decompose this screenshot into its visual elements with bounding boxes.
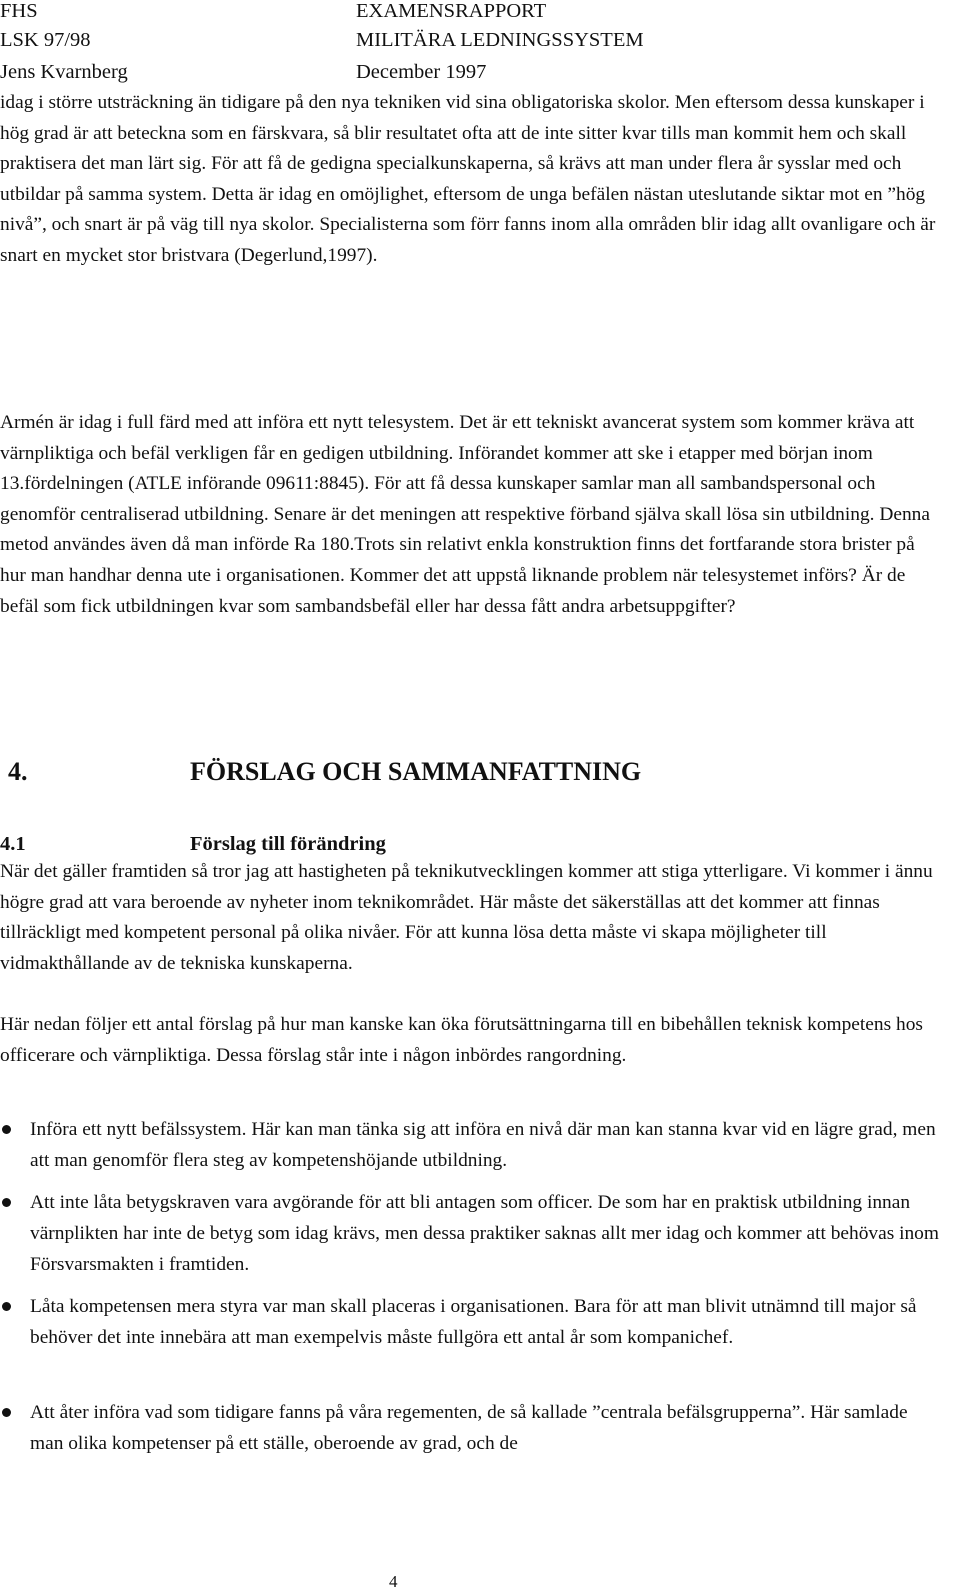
bullet-text: Låta kompetensen mera styra var man skall placeras i organisationen. Bara för att man blivit utnämnd till major så behöver det inte innebära att man exempelvis måste fullgöra ett antal år som kompanichef. [30, 1296, 917, 1348]
bullet-text: Att inte låta betygskraven vara avgörande för att bli antagen som officer. De som har en praktisk utbildning innan värnplikten har inte de betyg som idag krävs, men dessa praktiker saknas allt mer idag och kommer att behövas inom Försvarsmakten i framtiden. [30, 1192, 939, 1275]
bullet-icon [2, 1125, 11, 1134]
page-number: 4 [389, 1572, 398, 1591]
bullet-text: Att åter införa vad som tidigare fanns på våra regementen, de så kallade ”centrala befälsgrupperna”. Här samlade man olika kompetenser på ett ställe, oberoende av grad, och de [30, 1402, 908, 1454]
header-date: December 1997 [356, 61, 487, 83]
bullet-icon [2, 1408, 11, 1417]
body-paragraph-3: När det gäller framtiden så tror jag att hastigheten på teknikutvecklingen kommer att stiga ytterligare. Vi kommer i ännu högre grad att vara beroende av nyheter inom teknikområdet. Här måste det säkerställas att det kommer att finnas tillräckligt med kompetent personal på olika nivåer. För att kunna lösa detta måste vi skapa möjligheter till vidmakthållande av de tekniska kunskaperna. [0, 861, 933, 974]
bullet-text: Införa ett nytt befälssystem. Här kan man tänka sig att införa en nivå där man kan stanna kvar vid en lägre grad, men att man genomför flera steg av kompetenshöjande utbildning. [30, 1119, 936, 1171]
body-paragraph-2: Armén är idag i full färd med att införa ett nytt telesystem. Det är ett tekniskt avancerat system som kommer kräva att värnpliktiga och befäl verkligen får en gedigen utbildning. Införandet kommer att ske i etapper med början inom 13.fördelningen (ATLE införande 09611:8845). För att få dessa kunskaper samlar man all sambandspersonal och genomför centraliserad utbildning. Senare är det meningen att respektive förband själva skall lösa sin utbildning. Denna metod användes även då man införde Ra 180.Trots sin relativt enkla konstruktion finns det fortfarande stora brister på hur man handhar denna ute i organisationen. Kommer det att uppstå liknande problem när telesystemet införs? Är de befäl som fick utbildningen kvar som sambandsbefäl eller har dessa fått andra arbetsuppgifter? [0, 412, 930, 617]
header-report-type: EXAMENSRAPPORT [356, 0, 547, 22]
body-paragraph-1: idag i större utsträckning än tidigare på den nya tekniken vid sina obligatoriska skolor. Men eftersom dessa kunskaper i hög grad är att beteckna som en färskvara, så blir resultatet ofta att de inte sitter kvar tills man kommit hem och skall praktisera det man lärt sig. För att få de gedigna specialkunskaperna, så krävs att man under flera år sysslar med och utbildar på samma system. Detta är idag en omöjlighet, eftersom de unga befälen nästan uteslutande siktar mot en ”hög nivå”, och snart är på väg till nya skolor. Specialisterna som förr fanns inom alla områden blir idag allt ovanligare och är snart en mycket stor bristvara (Degerlund,1997). [0, 92, 936, 266]
body-paragraph-4: Här nedan följer ett antal förslag på hur man kanske kan öka förutsättningarna till en bibehållen teknisk kompetens hos officerare och värnpliktiga. Dessa förslag står inte i någon inbördes rangordning. [0, 1014, 923, 1066]
header-subject: MILITÄRA LEDNINGSSYSTEM [356, 29, 644, 51]
header-school: FHS [0, 0, 38, 22]
subsection-title: Förslag till förändring [190, 833, 386, 855]
header-course: LSK 97/98 [0, 29, 91, 51]
bullet-icon [2, 1198, 11, 1207]
header-author: Jens Kvarnberg [0, 61, 128, 83]
subsection-number: 4.1 [0, 833, 26, 855]
bullet-icon [2, 1302, 11, 1311]
section-title: FÖRSLAG OCH SAMMANFATTNING [190, 757, 642, 786]
section-number: 4. [8, 757, 28, 786]
